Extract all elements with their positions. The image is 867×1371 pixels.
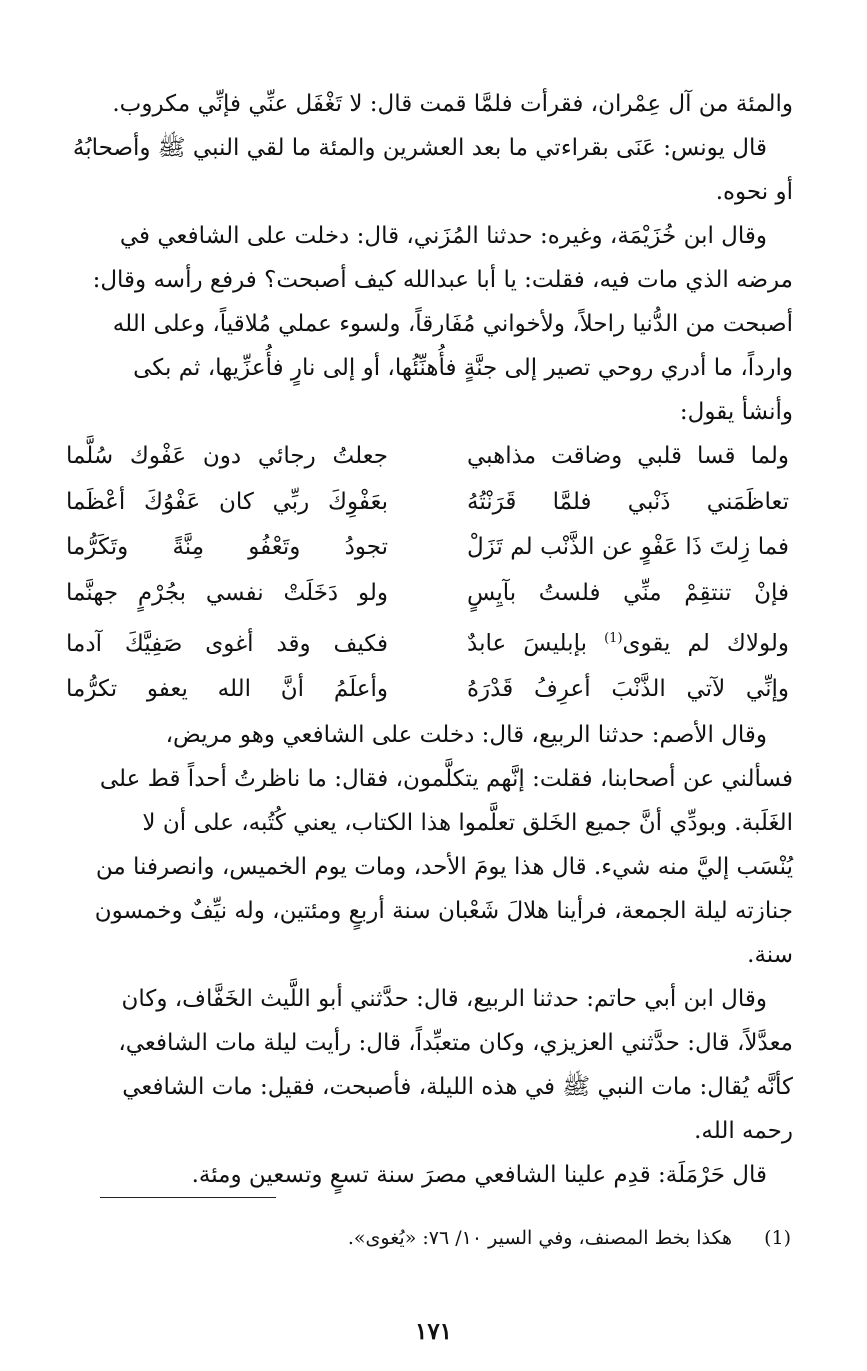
text-line: وقال الأصم: حدثنا الربيع، قال: دخلت على الشافعي وهو مريض، xyxy=(165,721,767,748)
verse-text: ولولاك لم يقوى xyxy=(622,630,789,657)
paragraph-4 xyxy=(66,713,793,977)
verse-first-hemistich: فما زِلتَ ذَا عَفْوٍ عن الذَّنْب لم تَزَلْ xyxy=(467,534,789,560)
verse-first-hemistich: ولما قسا قلبي وضاقت مذاهبي xyxy=(467,443,789,469)
paragraph-1 xyxy=(66,82,793,126)
footnote xyxy=(71,1223,791,1253)
text-line: وارداً، ما أدري روحي تصير إلى جنَّةٍ فأُهنِّئُها، أو إلى نارٍ فأُعزِّيها، ثم بكى xyxy=(133,355,793,381)
paragraph-5 xyxy=(66,977,793,1153)
verse-second-hemistich: جعلتُ رجائي دون عَفْوك سُلَّما xyxy=(66,443,388,469)
verse-second-hemistich: فكيف وقد أغوى صَفِيَّكَ آدما xyxy=(66,630,388,657)
text-line: رحمه الله. xyxy=(694,1117,793,1144)
text-line: معدَّلاً، قال: حدَّثني العزيزي، وكان متعبِّداً، قال: رأيت ليلة مات الشافعي، xyxy=(118,1029,793,1056)
poem-verse xyxy=(66,434,789,480)
text-line: فسألني عن أصحابنا، فقلت: إنَّهم يتكلَّمون، فقال: ما ناظرتُ أحداً قط على xyxy=(99,765,793,792)
poem-verse xyxy=(66,525,789,571)
text-line: جنازته ليلة الجمعة، فرأينا هلالَ شَعْبان سنة أربعٍ ومئتين، وله نيِّفٌ وخمسون xyxy=(94,897,793,924)
poem-verse xyxy=(66,616,789,667)
text-line: قال يونس: عَنَى بقراءتي ما بعد العشرين والمئة ما لقي النبي ﷺ وأصحابُهُ xyxy=(72,135,767,161)
verse-first-hemistich: تعاظَمَني ذَنْبي فلمَّا قَرَنْتُهُ xyxy=(467,488,789,515)
verse-second-hemistich: تجودُ وتَعْفُو مِنَّةً وتَكَرُّما xyxy=(66,534,388,560)
footnote-reference: (1) xyxy=(604,631,623,646)
poem xyxy=(66,434,793,713)
verse-text: بإبليسَ عابدٌ xyxy=(467,630,605,657)
text-line: الغَلَبة. وبودِّي أنَّ جميع الخَلق تعلَّموا هذا الكتاب، يعني كُتُبه، على أن لا xyxy=(142,809,793,836)
text-line: وأنشأ يقول: xyxy=(679,399,793,425)
paragraph-6 xyxy=(66,1153,793,1197)
text-line: كأنَّه يُقال: مات النبي ﷺ في هذه الليلة، فأصبحت، فقيل: مات الشافعي xyxy=(122,1073,793,1100)
text-line: أصبحت من الدُّنيا راحلاً، ولأخواني مُفَارقاً، ولسوء عملي مُلاقياً، وعلى الله xyxy=(112,311,793,337)
paragraph-2 xyxy=(66,126,793,214)
poem-verse xyxy=(66,571,789,617)
poem-verse xyxy=(66,480,789,526)
text-line: أو نحوه. xyxy=(715,179,793,205)
text-line: وقال ابن خُزَيْمَة، وغيره: حدثنا المُزَني، قال: دخلت على الشافعي في xyxy=(119,223,767,249)
text-line: وقال ابن أبي حاتم: حدثنا الربيع، قال: حدَّثني أبو اللَّيث الخَفَّاف، وكان xyxy=(121,985,767,1012)
text-line: سنة. xyxy=(747,941,793,968)
text-line: قال حَرْمَلَة: قدِم علينا الشافعي مصرَ سنة تسعٍ وتسعين ومئة. xyxy=(191,1161,767,1188)
footnote-text: هكذا بخط المصنف، وفي السير ١٠/ ٧٦: «يُغوى». xyxy=(347,1227,733,1249)
paragraph-3 xyxy=(66,214,793,434)
verse-second-hemistich: وأعلَمُ أنَّ الله يعفو تكرُّما xyxy=(66,676,388,703)
verse-first-hemistich: فإنْ تنتقِمْ منِّي فلستُ بآيِسٍ xyxy=(467,579,789,606)
verse-second-hemistich: ولو دَخَلَتْ نفسي بجُرْمٍ جهنَّما xyxy=(66,579,388,606)
page-number: ١٧١ xyxy=(414,1318,453,1345)
text-line: مرضه الذي مات فيه، فقلت: يا أبا عبدالله كيف أصبحت؟ فرفع رأسه وقال: xyxy=(92,267,793,293)
verse-first-hemistich xyxy=(467,616,789,667)
footnote-number: (1) xyxy=(764,1227,791,1249)
poem-verse xyxy=(66,667,789,713)
text-line: والمئة من آل عِمْران، فقرأت فلمَّا قمت قال: لا تَغْفَل عنِّي فإنِّي مكروب. xyxy=(112,91,793,117)
text-line: يُنْسَب إليَّ منه شيء. قال هذا يومَ الأحد، ومات يوم الخميس، وانصرفنا من xyxy=(95,853,793,880)
verse-first-hemistich: وإنِّي لآتي الذَّنْبَ أعرِفُ قَدْرَهُ xyxy=(467,676,789,703)
verse-second-hemistich: بعَفْوِكَ ربِّي كان عَفْوُكَ أعْظَما xyxy=(66,488,388,515)
footnote-separator xyxy=(100,1197,276,1198)
